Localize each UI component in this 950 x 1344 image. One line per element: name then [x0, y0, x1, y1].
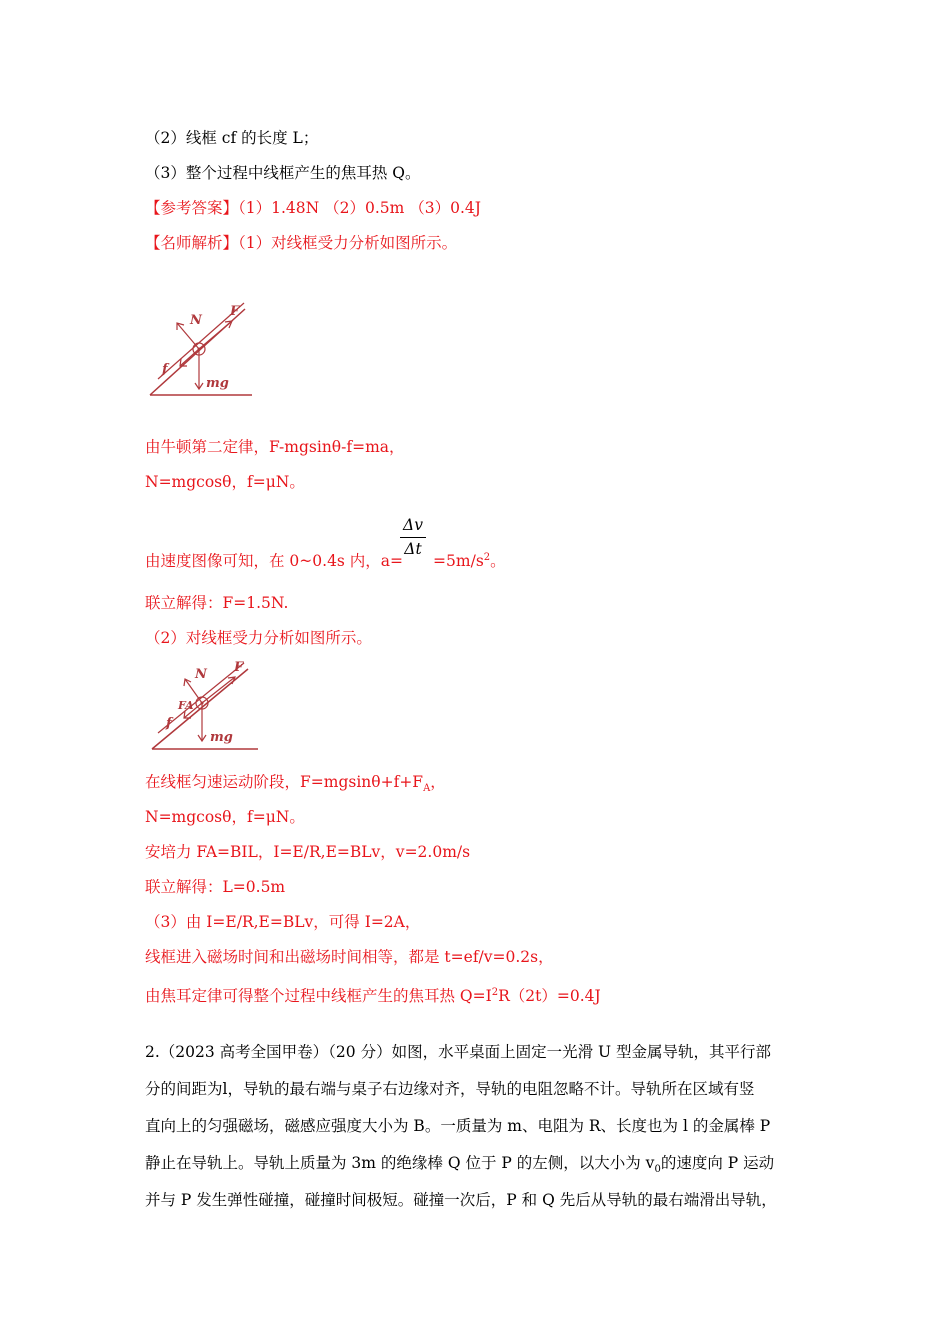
text-pre: 在线框匀速运动阶段，F=mgsinθ+f+F — [145, 773, 424, 791]
text-line: 安培力 FA=BIL，I=E/R,E=BLv，v=2.0m/s — [145, 843, 471, 861]
text-end: ， — [430, 773, 446, 791]
question-line — [145, 1153, 774, 1180]
diagram2-label: FA — [178, 699, 194, 712]
diagram1-label: N — [190, 313, 202, 328]
fraction-bar — [400, 537, 426, 538]
diagram2-label: f — [166, 716, 172, 731]
force-diagram-2 — [140, 655, 265, 755]
accel-end: 。 — [490, 552, 506, 571]
text-line: N=mgcosθ，f=μN。 — [145, 473, 305, 491]
text-line: 联立解得：F=1.5N. — [145, 594, 289, 612]
diagram2-label: mg — [210, 730, 233, 745]
answer-tag: 【参考答案】 — [145, 199, 239, 217]
diagram2-label: F — [234, 660, 244, 675]
analysis-line — [145, 233, 457, 253]
text-line: 由牛顿第二定律，F-mgsinθ-f=ma， — [145, 438, 405, 456]
text-sup: 2 — [491, 987, 499, 998]
text-line: （3）整个过程中线框产生的焦耳热 Q。 — [145, 164, 421, 182]
force-diagram-1 — [140, 295, 260, 400]
question-end: 的速度向 P 运动 — [660, 1154, 775, 1172]
text-line: （2）对线框受力分析如图所示。 — [145, 629, 372, 647]
accel-pre: 由速度图像可知，在 0~0.4s 内，a= — [145, 552, 404, 571]
fraction-dv-dt — [400, 516, 426, 558]
question-pre: 静止在导轨上。导轨上质量为 3m 的绝缘棒 Q 位于 P 的左侧，以大小为 v — [145, 1154, 655, 1172]
diagram2-label: N — [195, 667, 207, 682]
text-pre: 由焦耳定律可得整个过程中线框产生的焦耳热 Q=I — [145, 987, 492, 1006]
text-line: 联立解得：L=0.5m — [145, 878, 286, 896]
answer-line — [145, 198, 481, 218]
question-line: 分的间距为l，导轨的最右端与桌子右边缘对齐，导轨的电阻忽略不计。导轨所在区域有竖 — [145, 1080, 755, 1098]
text-line: （3）由 I=E/R,E=BLv，可得 I=2A， — [145, 913, 421, 931]
question-sub: 0 — [654, 1164, 661, 1176]
accel-sup: 2 — [483, 552, 491, 563]
fraction-denominator: Δt — [404, 540, 422, 558]
answer-text: （1）1.48N （2）0.5m （3）0.4J — [238, 199, 481, 217]
accel-line — [145, 548, 506, 571]
text-line: 线框进入磁场时间和出磁场时间相等，都是 t=ef/v=0.2s， — [145, 948, 554, 966]
accel-post: =5m/s — [433, 552, 484, 571]
question-line: 并与 P 发生弹性碰撞，碰撞时间极短。碰撞一次后，P 和 Q 先后从导轨的最右端滑出导轨， — [145, 1191, 777, 1209]
text-line: （2）线框 cf 的长度 L； — [145, 129, 319, 147]
analysis-tag: 【名师解析】 — [145, 234, 239, 252]
text-line — [145, 772, 446, 799]
diagram1-label: F — [230, 304, 240, 319]
text-end: R（2t）=0.4J — [498, 987, 601, 1006]
diagram1-label: f — [162, 362, 168, 377]
analysis-text: （1）对线框受力分析如图所示。 — [238, 234, 458, 252]
question-line: 直向上的匀强磁场，磁感应强度大小为 B。一质量为 m、电阻为 R、长度也为 l 的金属棒 P — [145, 1117, 771, 1135]
diagram1-label: mg — [206, 376, 229, 391]
fraction-numerator: Δv — [403, 516, 423, 534]
text-line — [145, 983, 601, 1006]
question-line: 2.（2023 高考全国甲卷）（20 分）如图，水平桌面上固定一光滑 U 型金属导轨，其平行部 — [145, 1043, 771, 1061]
text-sub: A — [423, 783, 431, 795]
text-line: N=mgcosθ，f=μN。 — [145, 808, 305, 826]
